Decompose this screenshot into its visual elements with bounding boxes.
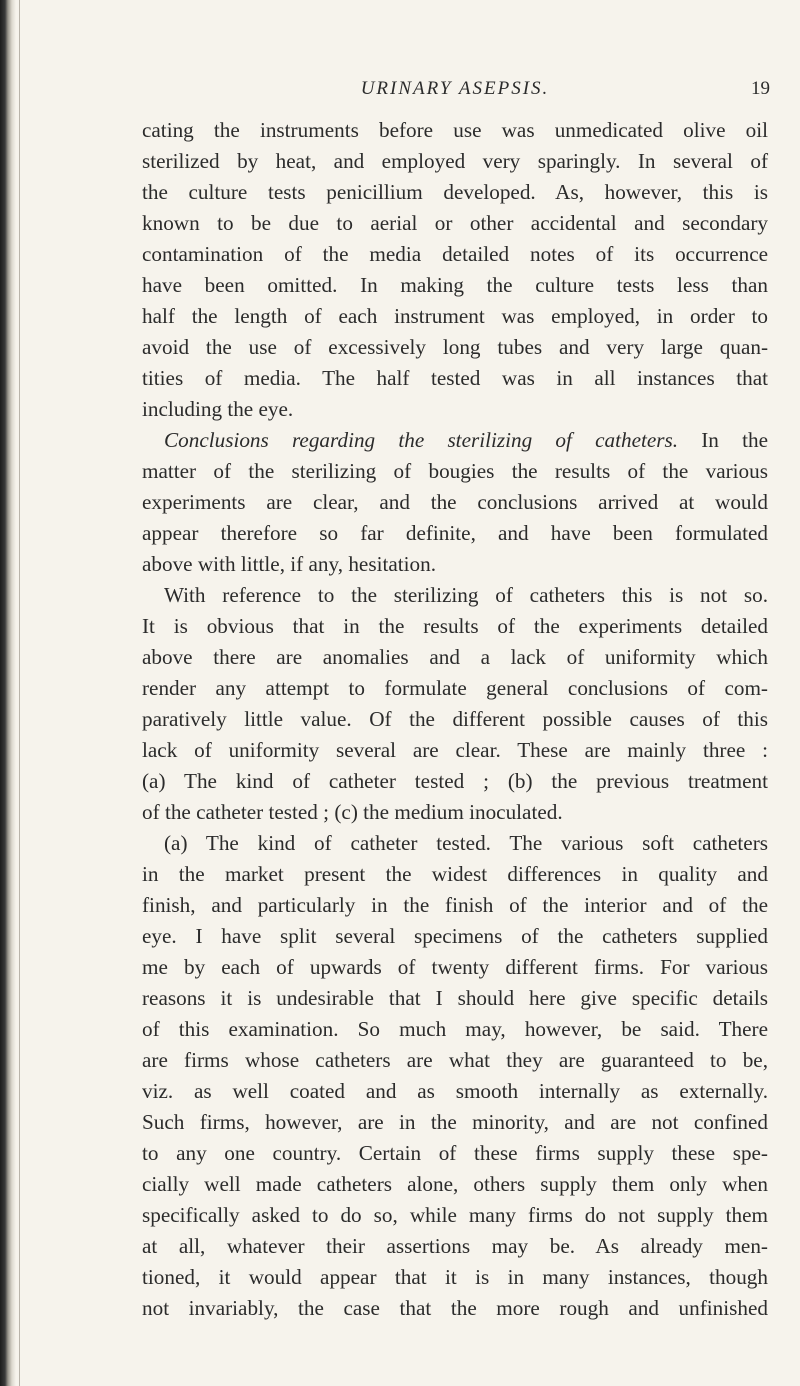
text-line: not invariably, the case that the more rough and unfinished (142, 1296, 768, 1320)
text-line: sterilized by heat, and employed very sparingly. In several of (142, 149, 768, 173)
text-line: With reference to the sterilizing of catheters this is not so. (164, 583, 768, 607)
text-line: above with little, if any, hesitation. (142, 552, 437, 576)
text-line: cially well made catheters alone, others supply them only when (142, 1172, 768, 1196)
text-line: matter of the sterilizing of bougies the results of the various (142, 459, 768, 483)
text-line: in the market present the widest differences in quality and (142, 862, 768, 886)
text-line (142, 425, 768, 456)
text-line: avoid the use of excessively long tubes and very large quan- (142, 335, 768, 359)
text-line: lack of uniformity several are clear. These are mainly three : (142, 738, 768, 762)
text-line: known to be due to aerial or other accidental and secondary (142, 211, 768, 235)
text-line: me by each of upwards of twenty different firms. For various (142, 955, 768, 979)
text-line: of the catheter tested ; (c) the medium inoculated. (142, 800, 563, 824)
text-line: It is obvious that in the results of the experiments detailed (142, 614, 768, 638)
text-line: finish, and particularly in the finish of the interior and of the (142, 893, 768, 917)
running-head: URINARY ASEPSIS. (360, 78, 550, 99)
text-line: viz. as well coated and as smooth internally as externally. (142, 1079, 768, 1103)
text-line: half the length of each instrument was employed, in order to (142, 304, 768, 328)
text-line: including the eye. (142, 397, 294, 421)
text-line: reasons it is undesirable that I should here give specific details (142, 986, 768, 1010)
text-line: tities of media. The half tested was in all instances that (142, 366, 768, 390)
page-header (130, 78, 770, 108)
text-run: In the (678, 428, 768, 452)
text-line: specifically asked to do so, while many firms do not supply them (142, 1203, 768, 1227)
page-number: 19 (751, 78, 770, 99)
book-spine-shadow (0, 0, 16, 1386)
text-line: appear therefore so far definite, and have been formulated (142, 521, 768, 545)
text-line: experiments are clear, and the conclusions arrived at would (142, 490, 768, 514)
text-line: (a) The kind of catheter tested ; (b) the previous treatment (142, 769, 768, 793)
text-line: tioned, it would appear that it is in many instances, though (142, 1265, 768, 1289)
text-line: to any one country. Certain of these firms supply these spe- (142, 1141, 768, 1165)
text-line: at all, whatever their assertions may be. As already men- (142, 1234, 768, 1258)
body-text (142, 115, 768, 1324)
text-line: contamination of the media detailed notes of its occurrence (142, 242, 768, 266)
text-line: the culture tests penicillium developed. As, however, this is (142, 180, 768, 204)
text-line: (a) The kind of catheter tested. The various soft catheters (164, 831, 768, 855)
text-line: Such firms, however, are in the minority, and are not confined (142, 1110, 768, 1134)
text-line: of this examination. So much may, however, be said. There (142, 1017, 768, 1041)
text-line: are firms whose catheters are what they are guaranteed to be, (142, 1048, 768, 1072)
text-line: paratively little value. Of the different possible causes of this (142, 707, 768, 731)
text-line: above there are anomalies and a lack of uniformity which (142, 645, 768, 669)
text-line: have been omitted. In making the culture tests less than (142, 273, 768, 297)
text-line: cating the instruments before use was unmedicated olive oil (142, 118, 768, 142)
text-line: eye. I have split several specimens of the catheters supplied (142, 924, 768, 948)
section-heading: Conclusions regarding the sterilizing of catheters. (164, 428, 679, 452)
text-line: render any attempt to formulate general conclusions of com- (142, 676, 768, 700)
gutter-line (19, 0, 20, 1386)
